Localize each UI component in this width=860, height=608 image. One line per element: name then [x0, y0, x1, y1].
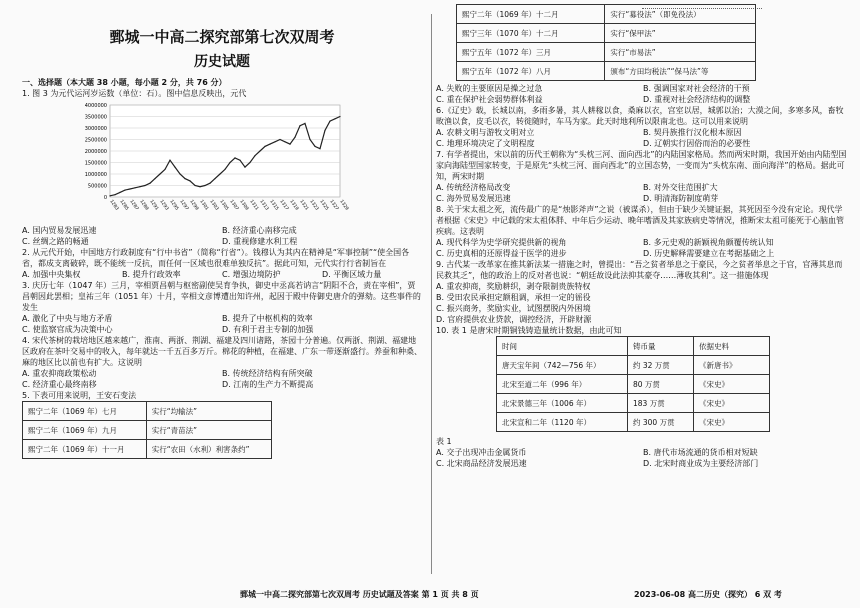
right-column — [432, 0, 860, 608]
x-tick-label: 1319 — [288, 199, 300, 212]
q5-option-a[interactable]: A. 失败的主要原因是操之过急 — [436, 84, 543, 93]
q1-option-d[interactable]: D. 重视修建水利工程 — [222, 237, 298, 246]
q9-option-c[interactable]: C. 振兴商务，奖励实业，试图摆脱内外困境 — [436, 304, 591, 313]
data-point — [289, 144, 290, 145]
q5-option-b[interactable]: B. 强调国家对社会经济的干预 — [643, 84, 750, 93]
table-header: 依据史料 — [694, 337, 770, 356]
data-point — [209, 183, 210, 184]
footer-left: 鄄城一中高二探究部第七次双周考 历史试题及答案 第 1 页 共 8 页 — [240, 590, 479, 599]
data-point — [169, 160, 170, 161]
q6-stem: 6.《辽史》载，长城以南，多雨多暑，其人耕稼以食，桑麻以衣，宫室以居，城郭以治；大漠之间，多寒多风，畜牧畋渔以食，皮毛以衣，转徙随时，车马为家。此天时地利所以限南北也。这可以用来说明 — [436, 106, 844, 126]
table-cell: 《宋史》 — [694, 375, 770, 394]
data-point — [324, 130, 325, 131]
data-point — [244, 167, 245, 168]
table-cell: 熙宁二年（1069 年）十二月 — [457, 5, 605, 24]
x-tick-label: 1321 — [298, 199, 310, 212]
y-tick-label: 4000000 — [84, 103, 107, 109]
q1-option-c[interactable]: C. 丝绸之路的畅通 — [22, 237, 89, 246]
q1-options — [22, 225, 422, 247]
data-point — [279, 139, 280, 140]
x-tick-label: 1315 — [268, 199, 280, 212]
data-point — [149, 183, 150, 184]
x-tick-label: 1301 — [198, 199, 210, 212]
q4-options — [22, 368, 422, 390]
q3-options — [22, 313, 422, 335]
y-tick-label: 3000000 — [84, 126, 107, 132]
x-tick-label: 1299 — [188, 199, 200, 212]
q2-option-d[interactable]: D. 平衡区域力量 — [322, 270, 382, 279]
data-point — [194, 185, 195, 186]
table-row — [497, 394, 770, 413]
x-tick-label: 1311 — [248, 199, 260, 212]
data-point — [179, 173, 180, 174]
canal-transport-line-chart — [66, 101, 350, 219]
data-point — [299, 125, 300, 126]
exam-title: 鄄城一中高二探究部第七次双周考 — [109, 28, 335, 46]
data-point — [294, 137, 295, 138]
data-point — [124, 190, 125, 191]
data-point — [309, 139, 310, 140]
table-row — [457, 24, 756, 43]
x-tick-label: 1325 — [318, 199, 330, 212]
q2-options — [22, 269, 422, 280]
data-point — [189, 180, 190, 181]
table-row — [23, 440, 272, 459]
x-tick-label: 1305 — [218, 199, 230, 212]
q9-option-d[interactable]: D. 官府提供农业贷款，调控经济，开辟财源 — [436, 315, 592, 324]
q3-option-a[interactable]: A. 激化了中央与地方矛盾 — [22, 314, 113, 323]
data-point — [274, 141, 275, 142]
x-tick-label: 1297 — [178, 199, 190, 212]
data-point — [214, 178, 215, 179]
q10-options — [436, 447, 850, 469]
q8-option-b[interactable]: B. 多元史观的新颖视角颇覆传统认知 — [643, 238, 774, 247]
q4-option-a[interactable]: A. 重农抑商政策松动 — [22, 369, 97, 378]
table-cell: 熙宁五年（1072 年）三月 — [457, 43, 605, 62]
q10-option-a[interactable]: A. 交子出现冲击金属货币 — [436, 448, 527, 457]
x-tick-label: 1291 — [148, 199, 160, 212]
y-tick-label: 1000000 — [84, 172, 107, 178]
data-point — [159, 173, 160, 174]
q5-table-part2 — [456, 4, 756, 81]
table-row — [23, 421, 272, 440]
q8-options — [436, 237, 850, 259]
data-point — [174, 167, 175, 168]
q3-option-c[interactable]: C. 使监察官成为决策中心 — [22, 325, 113, 334]
footer-right: 2023-06-08 高二历史（探究） 6 双 考 — [634, 590, 782, 599]
q4-option-b[interactable]: B. 传统经济结构有所突破 — [222, 369, 313, 378]
data-point — [259, 150, 260, 151]
q8-stem: 8. 关于宋太祖之死，流传最广的是“烛影斧声”之说（被谋杀），但由于缺少关键证据，其死因至今没有定论。现代学者根据《宋史》中记载的宋太祖体胖、中年后少运动、晚年嗜酒及其家族病史等情况，推断宋太祖可能死于心脑血管疾病。这表明 — [436, 205, 844, 236]
x-tick-label: 1295 — [168, 199, 180, 212]
table-row — [497, 356, 770, 375]
table-header: 时间 — [497, 337, 628, 356]
table-cell: 熙宁五年（1072 年）八月 — [457, 62, 605, 81]
table-row — [457, 43, 756, 62]
q10-table-caption: 表 1 — [436, 437, 452, 446]
table-cell: 北宋景德三年（1006 年） — [497, 394, 628, 413]
y-tick-label: 1500000 — [84, 160, 107, 167]
data-point — [184, 178, 185, 179]
q1-option-b[interactable]: B. 经济重心南移完成 — [222, 226, 297, 235]
table-cell: 唐天宝年间（742—756 年） — [497, 356, 628, 375]
data-point — [224, 169, 225, 170]
data-point — [204, 185, 205, 186]
y-tick-label: 0 — [103, 195, 107, 201]
data-point — [254, 155, 255, 156]
q5-table-part1 — [22, 401, 272, 459]
q8-option-a[interactable]: A. 现代科学为史学研究提供新的视角 — [436, 238, 567, 247]
exam-subtitle: 历史试题 — [194, 54, 250, 70]
x-tick-label: 1289 — [138, 199, 150, 212]
data-point — [229, 162, 230, 163]
q6-option-c[interactable]: C. 地理环境决定了文明程度 — [436, 139, 535, 148]
table-cell: 《宋史》 — [694, 413, 770, 432]
x-tick-label: 1323 — [308, 199, 320, 212]
q8-option-c[interactable]: C. 历史真相的还原得益于医学的进步 — [436, 249, 567, 258]
q6-option-b[interactable]: B. 契丹族推行汉化根本原因 — [643, 128, 742, 137]
data-point — [139, 186, 140, 187]
table-cell: 颁布“方田均税法”“保马法”等 — [605, 62, 756, 81]
data-point — [329, 121, 330, 122]
q7-option-a[interactable]: A. 传统经济格局改变 — [436, 183, 511, 192]
q5-option-d[interactable]: D. 重视对社会经济结构的调整 — [643, 95, 751, 104]
x-tick-label: 1317 — [278, 199, 290, 212]
q6-option-d[interactable]: D. 辽朝实行因俗而治的必要性 — [643, 139, 751, 148]
x-tick-label: 1309 — [238, 199, 250, 212]
data-point — [334, 118, 335, 119]
table-cell: 183 万贯 — [628, 394, 694, 413]
table-cell: 约 32 万贯 — [628, 356, 694, 375]
data-point — [164, 169, 165, 170]
x-tick-label: 1307 — [228, 199, 240, 212]
data-point — [199, 186, 200, 187]
q2-option-c[interactable]: C. 增强边境防护 — [222, 270, 281, 279]
q10-option-b[interactable]: B. 唐代市场流通的货币相对短缺 — [643, 448, 758, 457]
data-point — [154, 178, 155, 179]
y-tick-label: 500000 — [87, 183, 107, 190]
q4-option-c[interactable]: C. 经济重心最终南移 — [22, 380, 97, 389]
q7-option-c[interactable]: C. 海外贸易发展迅速 — [436, 194, 511, 203]
q9-option-a[interactable]: A. 重农抑商，奖励耕织，剥夺限制贵族特权 — [436, 282, 591, 291]
data-point — [249, 162, 250, 163]
q2-option-a[interactable]: A. 加强中央集权 — [22, 270, 81, 279]
x-tick-label: 1293 — [158, 199, 170, 212]
data-point — [144, 185, 145, 186]
q5-option-c[interactable]: C. 重在保护社会弱势群体利益 — [436, 95, 543, 104]
q10-coinage-table — [496, 336, 770, 432]
table-cell: 熙宁三年（1070 年）十二月 — [457, 24, 605, 43]
q4-option-d[interactable]: D. 江南的生产力不断提高 — [222, 380, 314, 389]
table-cell: 实行“均输法” — [146, 402, 271, 421]
q7-option-d[interactable]: D. 明清海防制度萌芽 — [643, 194, 719, 203]
data-point — [284, 141, 285, 142]
q2-stem: 2. 从元代开始，中国地方行政制度有“行中书省”（简称“行省”）。钱穆认为其内在精神是“军事控制”“使全国各省，都成支离破碎，既不能统一反抗，而任何一区域也很难单独反抗”。据此可知，元代实行行省制旨在 — [22, 248, 410, 268]
x-tick-label: 1283 — [108, 199, 120, 212]
q1-stem: 1. 图 3 为元代运河岁运数（单位：石）。图中信息反映出，元代 — [22, 89, 247, 98]
q2-option-b[interactable]: B. 提升行政效率 — [122, 270, 181, 279]
q10-option-c[interactable]: C. 北宋商品经济发展迅速 — [436, 459, 527, 468]
table-row — [497, 375, 770, 394]
data-point — [304, 123, 305, 124]
x-tick-label: 1313 — [258, 199, 270, 212]
q7-option-b[interactable]: B. 对外交往范围扩大 — [643, 183, 718, 192]
q4-stem: 4. 宋代茶树的栽培地区越来越广，淮南、两浙、荆湖、福建及四川诸路，茶园十分普遍。仅两浙、荆湖、福建地区政府在茶叶交易中的收入，每年就达一千五百多万斤。棉花的种植，在福建、广东一带逐渐盛行。养蚕和种桑、麻的地区比以前也有扩大。这说明 — [22, 336, 422, 367]
table-cell: 实行“募役法”（即免役法） — [605, 5, 756, 24]
q3-option-b[interactable]: B. 提升了中枢机构的效率 — [222, 314, 313, 323]
table-cell: 熙宁二年（1069 年）九月 — [23, 421, 147, 440]
table-cell: 80 万贯 — [628, 375, 694, 394]
table-header: 铸币量 — [628, 337, 694, 356]
q5-stem: 5. 下表可用来说明，王安石变法 — [22, 391, 137, 400]
data-point — [269, 144, 270, 145]
table-row — [23, 402, 272, 421]
q7-stem: 7. 有学者提出，宋以前的历代王朝称为“头枕三河、面向西北”的内陆国家格局。然而两宋时期，我国开始由内陆型国家向海陆型国家转变，于是原先“头枕三河、面向西北”的立国态势，一变而为“头枕东南、面向海洋”的格局。据此可知，两宋时期 — [436, 150, 847, 181]
x-tick-label: 1285 — [118, 199, 130, 212]
q3-stem: 3. 庆历七年（1047 年）三月，宰相贾昌朝与枢密副使吴育争执，御史中丞高若讷言“阴阳不合，责在宰相”，贾昌朝因此罢相；皇祐三年（1051 年）十月，宰相文彦博遭出知许州，起因于殿中侍御史唐介的弹劾。这些事件的发生 — [22, 281, 421, 312]
data-point — [134, 187, 135, 188]
y-tick-label: 3500000 — [84, 114, 107, 121]
x-tick-label: 1287 — [128, 199, 140, 212]
table-cell: 北宋宣和二年（1120 年） — [497, 413, 628, 432]
data-point — [339, 116, 340, 117]
x-tick-label: 1329 — [338, 199, 350, 212]
table-cell: 实行“青苗法” — [146, 421, 271, 440]
table-row — [457, 62, 756, 81]
table-row — [497, 413, 770, 432]
section-heading: 一、选择题（本大题 38 小题，每小题 2 分，共 76 分） — [22, 78, 227, 87]
data-point — [109, 195, 110, 196]
table-cell: 约 300 万贯 — [628, 413, 694, 432]
x-tick-label: 1327 — [328, 199, 340, 212]
table-cell: 《宋史》 — [694, 394, 770, 413]
q5-options — [436, 83, 850, 105]
data-point — [219, 173, 220, 174]
data-point — [114, 194, 115, 195]
q7-options — [436, 182, 850, 204]
table-cell: 《新唐书》 — [694, 356, 770, 375]
data-point — [264, 146, 265, 147]
data-point — [234, 157, 235, 158]
table-cell: 北宋至道二年（996 年） — [497, 375, 628, 394]
q8-option-d[interactable]: D. 历史解释需要建立在考据基础之上 — [643, 249, 775, 258]
table-header-row — [497, 337, 770, 356]
table-cell: 实行“农田（水利）利害条约” — [146, 440, 271, 459]
q6-option-a[interactable]: A. 农耕文明与游牧文明对立 — [436, 128, 535, 137]
data-point — [314, 146, 315, 147]
y-tick-label: 2000000 — [84, 149, 107, 155]
q6-options — [436, 127, 850, 149]
x-tick-label: 1303 — [208, 199, 220, 212]
data-point — [319, 148, 320, 149]
q1-option-a[interactable]: A. 国内贸易发展迅速 — [22, 226, 97, 235]
table-cell: 实行“保甲法” — [605, 24, 756, 43]
table-cell: 实行“市易法” — [605, 43, 756, 62]
q10-option-d[interactable]: D. 北宋时商业成为主要经济部门 — [643, 459, 759, 468]
table-row — [457, 5, 756, 24]
table-cell: 熙宁二年（1069 年）七月 — [23, 402, 147, 421]
q9-option-b[interactable]: B. 受田农民承担定额租调，承担一定的徭役 — [436, 293, 591, 302]
data-point — [119, 192, 120, 193]
data-point — [129, 188, 130, 189]
q3-option-d[interactable]: D. 有利于君主专制的加强 — [222, 325, 314, 334]
q10-stem: 10. 表 1 是唐宋时期铜钱铸造量统计数据，由此可知 — [436, 326, 622, 335]
q9-stem: 9. 古代某一改革家在推其新法某一措施之时，曾提出：“吾之贫者举息之于豪民，今之贫者举息之于官，官薄其息而民救其乏”，他的政治上的反对者也说：“朝廷故设此法抑其豪夺……薄收其利”。这一措施体现 — [436, 260, 843, 280]
data-point — [239, 160, 240, 161]
table-cell: 熙宁二年（1069 年）十一月 — [23, 440, 147, 459]
y-tick-label: 2500000 — [84, 137, 107, 144]
